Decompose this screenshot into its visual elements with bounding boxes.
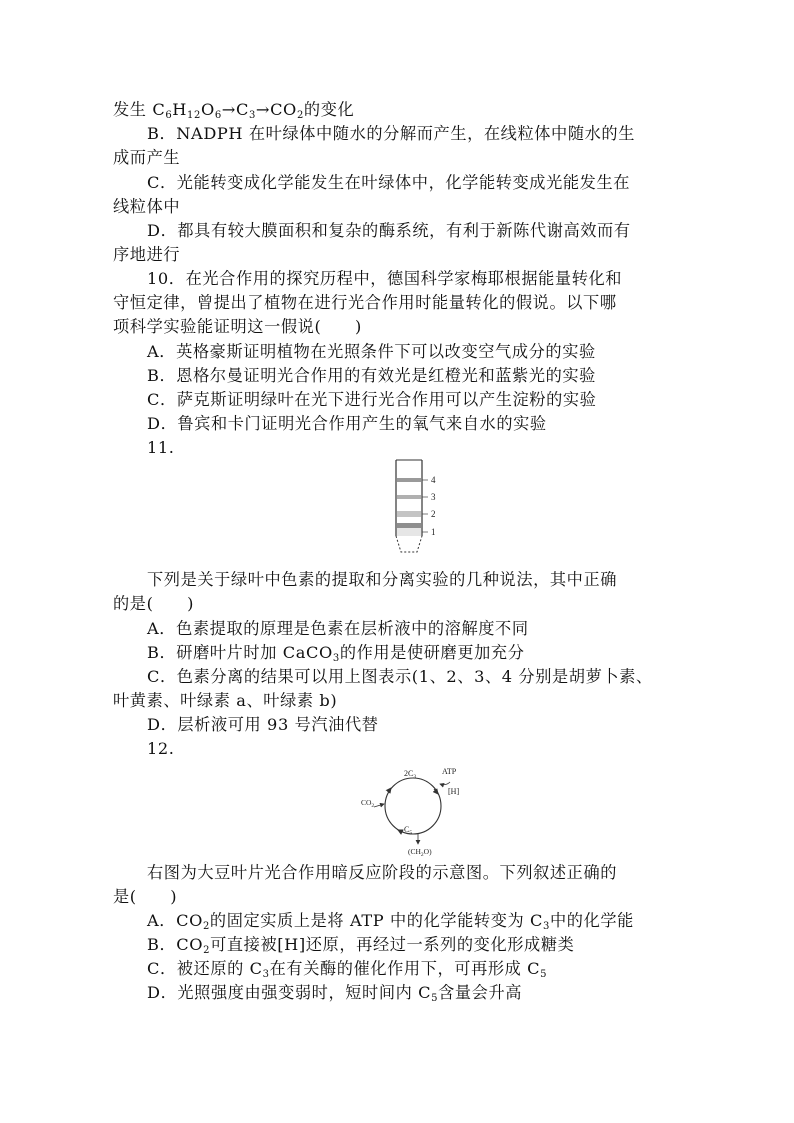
q9-option-c-cont: 线粒体中: [113, 197, 181, 216]
q12-option-b: B．$CO_2$可直接被[H]还原，再经过一系列的变化形成糖类: [147, 935, 575, 956]
band-label-1: 1: [431, 527, 436, 537]
label-atp: ATP: [442, 767, 457, 776]
q11-stem: 下列是关于绿叶中色素的提取和分离实验的几种说法，其中正确: [147, 570, 618, 589]
q12-option-c: C．被还原的 $C_3$在有关酶的催化作用下，可再形成 $C_5$: [147, 959, 548, 980]
q10-stem-cont2: 项科学实验能证明这一假说( ): [113, 317, 362, 336]
q10-option-c: C．萨克斯证明绿叶在光下进行光合作用可以产生淀粉的实验: [147, 390, 597, 409]
pigment-band-2: [397, 511, 421, 517]
q11-option-a: A．色素提取的原理是色素在层析液中的溶解度不同: [147, 619, 529, 638]
q12-number: 12.: [147, 739, 175, 758]
q9-option-a-tail: 发生 $C_6H_{12}O_6\to C_3\to CO_2$的变化: [113, 100, 355, 121]
band-label-3: 3: [431, 492, 436, 502]
q9-option-b: B．NADPH 在叶绿体中随水的分解而产生，在线粒体中随水的生: [147, 124, 635, 143]
chromatography-tube-figure: [388, 456, 444, 562]
q9-option-c: C．光能转变成化学能发生在叶绿体中，化学能转变成光能发生在: [147, 173, 631, 192]
q12-option-d: D．光照强度由强变弱时，短时间内 $C_5$含量会升高: [147, 983, 523, 1004]
q10-option-a: A．英格豪斯证明植物在光照条件下可以改变空气成分的实验: [147, 342, 596, 361]
band-label-2: 2: [431, 509, 436, 519]
q10-stem-cont1: 守恒定律，曾提出了植物在进行光合作用时能量转化的假说。以下哪: [113, 293, 617, 312]
q11-stem-cont: 的是( ): [113, 594, 194, 613]
q11-number: 11.: [147, 438, 175, 457]
label-2c3: $2C_3$: [404, 769, 417, 780]
q9-option-b-cont: 成而产生: [113, 148, 181, 167]
q9-option-d-cont: 序地进行: [113, 245, 181, 264]
pigment-band-3: [397, 495, 421, 499]
dark-reaction-cycle-figure: [358, 762, 470, 858]
q10-option-b: B．恩格尔曼证明光合作用的有效光是红橙光和蓝紫光的实验: [147, 366, 596, 385]
q11-option-c: C．色素分离的结果可以用上图表示(1、2、3、4 分别是胡萝卜素、: [147, 667, 653, 686]
pigment-band-1: [397, 523, 421, 528]
label-h: [H]: [448, 787, 460, 796]
q10-option-d: D．鲁宾和卡门证明光合作用产生的氧气来自水的实验: [147, 414, 547, 433]
q11-option-c-cont: 叶黄素、叶绿素 a、叶绿素 b): [113, 691, 338, 710]
q12-stem: 右图为大豆叶片光合作用暗反应阶段的示意图。下列叙述正确的: [147, 863, 618, 882]
q9-option-d: D．都具有较大膜面积和复杂的酶系统，有利于新陈代谢高效而有: [147, 221, 631, 240]
q12-stem-cont: 是( ): [113, 887, 178, 906]
q11-option-b: B．研磨叶片时加 CaCO$_3$的作用是使研磨更加充分: [147, 643, 525, 664]
label-ch2o: $(CH_2O)$: [408, 847, 432, 858]
band-label-4: 4: [431, 475, 436, 485]
q11-option-d: D．层析液可用 93 号汽油代替: [147, 715, 379, 734]
label-c5: $C_5$: [404, 825, 413, 836]
pigment-band-4: [397, 478, 421, 482]
q12-option-a: A．$CO_2$的固定实质上是将 ATP 中的化学能转变为 $C_3$中的化学能: [147, 911, 634, 932]
q10-stem: 10．在光合作用的探究历程中，德国科学家梅耶根据能量转化和: [147, 269, 623, 288]
label-co2: $CO_2$: [361, 798, 375, 809]
